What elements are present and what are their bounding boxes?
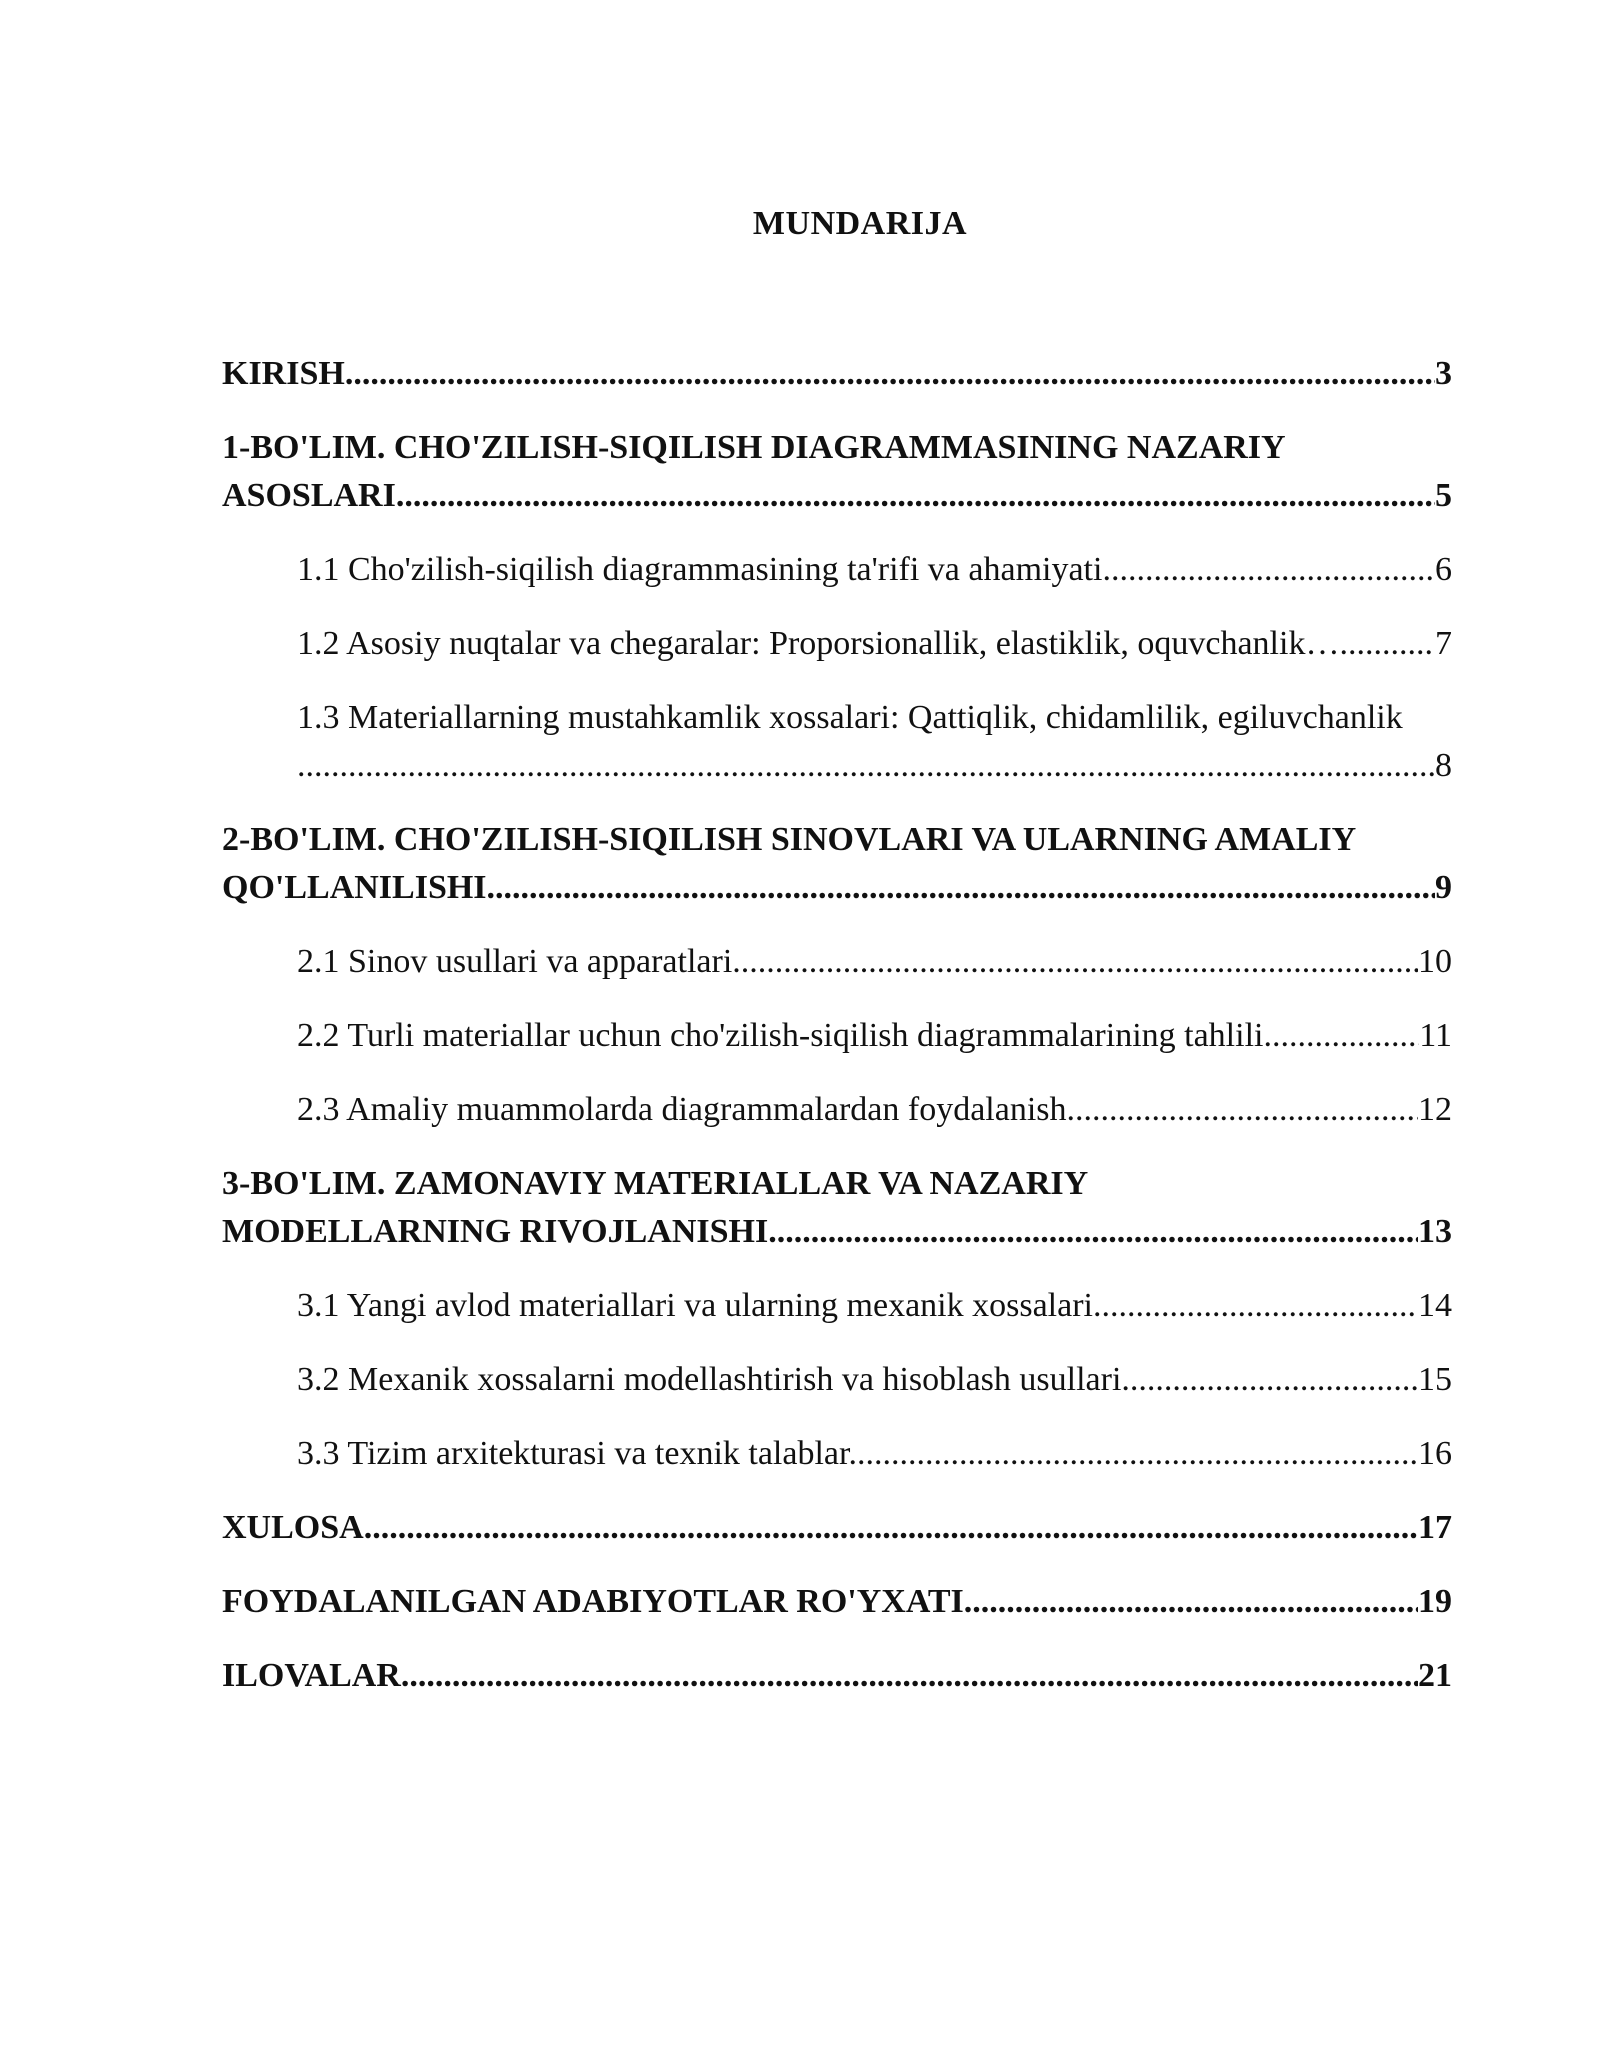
- toc-entry-leader: [297, 1430, 1418, 1478]
- toc-entry-leader: [222, 472, 1435, 520]
- toc-entry-leader: [297, 620, 1435, 668]
- toc-entry-row: [297, 1012, 1452, 1060]
- toc-page-number: 19: [1418, 1583, 1452, 1620]
- toc-page-number: 8: [1435, 747, 1452, 784]
- toc-entry-label: 3.1 Yangi avlod materiallari va ularning mexanik xossalari: [297, 1287, 1093, 1324]
- toc-entry-leader: [297, 1356, 1418, 1404]
- toc-entry-line: 2-BO'LIM. CHO'ZILISH-SIQILISH SINOVLARI VA ULARNING AMALIY: [222, 821, 1357, 858]
- toc-section-entry[interactable]: [222, 1504, 1452, 1552]
- toc-entry-row: [222, 1208, 1452, 1256]
- toc-section-entry[interactable]: [222, 1652, 1452, 1700]
- toc-section-entry[interactable]: [222, 1160, 1452, 1256]
- toc-entry-leader: [222, 1578, 1418, 1626]
- toc-page-number: 15: [1418, 1361, 1452, 1398]
- toc-gap: [222, 1626, 1452, 1652]
- toc-subsection-entry[interactable]: [222, 938, 1452, 986]
- toc-gap: [222, 1700, 1452, 1726]
- toc-page-number: 14: [1418, 1287, 1452, 1324]
- toc-entry-label: FOYDALANILGAN ADABIYOTLAR RO'YXATI: [222, 1583, 964, 1620]
- toc-entry-label: KIRISH: [222, 355, 345, 392]
- toc-entry-leader: [297, 1282, 1418, 1330]
- toc-subsection-entry[interactable]: [222, 694, 1452, 790]
- toc-gap: [222, 912, 1452, 938]
- toc-page-number: 11: [1419, 1017, 1452, 1054]
- toc-entry-label: 2.1 Sinov usullari va apparatlari: [297, 943, 733, 980]
- toc-gap: [222, 1330, 1452, 1356]
- toc-entry-label: MODELLARNING RIVOJLANISHI: [222, 1213, 769, 1250]
- toc-page-number: 13: [1418, 1213, 1452, 1250]
- toc-subsection-entry[interactable]: [222, 1012, 1452, 1060]
- toc-entry-leader: [297, 1012, 1419, 1060]
- toc-page-number: 21: [1418, 1657, 1452, 1694]
- toc-page-number: 12: [1418, 1091, 1452, 1128]
- toc-gap: [222, 1404, 1452, 1430]
- toc-page-number: 16: [1418, 1435, 1452, 1472]
- toc-gap: [222, 594, 1452, 620]
- toc-entry-label: XULOSA: [222, 1509, 364, 1546]
- toc-entry-row: [297, 1086, 1452, 1134]
- toc-entry-leader: [297, 742, 1435, 790]
- toc-entry-line: 1-BO'LIM. CHO'ZILISH-SIQILISH DIAGRAMMASINING NAZARIY: [222, 429, 1286, 466]
- toc-section-entry[interactable]: [222, 816, 1452, 912]
- toc-gap: [222, 1478, 1452, 1504]
- toc-subsection-entry[interactable]: [222, 1356, 1452, 1404]
- toc-entry-line: 1.3 Materiallarning mustahkamlik xossalari: Qattiqlik, chidamlilik, egiluvchanlik: [297, 699, 1403, 736]
- toc-entry-label: 2.2 Turli materiallar uchun cho'zilish-siqilish diagrammalarining tahlili: [297, 1017, 1264, 1054]
- toc-entry-leader: [222, 350, 1435, 398]
- toc-subsection-entry[interactable]: [222, 1282, 1452, 1330]
- toc-entry-leader: [297, 938, 1418, 986]
- toc-entry-leader: [222, 864, 1435, 912]
- toc-entry-leader: [222, 1208, 1418, 1256]
- toc-entry-row: [222, 472, 1452, 520]
- toc-title: MUNDARIJA: [752, 205, 968, 242]
- toc-entry-leader: [222, 1504, 1418, 1552]
- toc-entry-label: 2.3 Amaliy muammolarda diagrammalardan foydalanish: [297, 1091, 1067, 1128]
- toc-section-entry[interactable]: [222, 424, 1452, 520]
- toc-page-number: 10: [1418, 943, 1452, 980]
- toc-entry-row: [297, 620, 1452, 668]
- toc-page-number: 3: [1435, 355, 1452, 392]
- toc-entry-leader: [297, 546, 1435, 594]
- toc-gap: [222, 986, 1452, 1012]
- toc-entry-leader: [297, 1086, 1418, 1134]
- toc-entry-label: 3.3 Tizim arxitekturasi va texnik talablar: [297, 1435, 849, 1472]
- toc-entry-row: [297, 938, 1452, 986]
- toc-subsection-entry[interactable]: [222, 546, 1452, 594]
- table-of-contents: [222, 350, 1452, 1726]
- toc-entry-row: [297, 1356, 1452, 1404]
- toc-page-number: 5: [1435, 477, 1452, 514]
- toc-subsection-entry[interactable]: [222, 1086, 1452, 1134]
- toc-entry-line: 3-BO'LIM. ZAMONAVIY MATERIALLAR VA NAZARIY: [222, 1165, 1089, 1202]
- toc-gap: [222, 790, 1452, 816]
- toc-entry-label: 1.2 Asosiy nuqtalar va chegaralar: Proporsionallik, elastiklik, oquvchanlik…: [297, 625, 1340, 662]
- toc-gap: [222, 1552, 1452, 1578]
- toc-gap: [222, 1060, 1452, 1086]
- toc-entry-row: [297, 1430, 1452, 1478]
- toc-section-entry[interactable]: [222, 350, 1452, 398]
- toc-subsection-entry[interactable]: [222, 1430, 1452, 1478]
- toc-page-number: 6: [1435, 551, 1452, 588]
- toc-entry-row: [297, 1282, 1452, 1330]
- toc-page-number: 7: [1435, 625, 1452, 662]
- toc-entry-label: ASOSLARI: [222, 477, 396, 514]
- toc-entry-label: 1.1 Cho'zilish-siqilish diagrammasining ta'rifi va ahamiyati: [297, 551, 1103, 588]
- toc-gap: [222, 520, 1452, 546]
- toc-entry-row: [222, 864, 1452, 912]
- toc-page-number: 17: [1418, 1509, 1452, 1546]
- toc-entry-leader: [222, 1652, 1418, 1700]
- toc-gap: [222, 398, 1452, 424]
- toc-entry-row: [222, 1578, 1452, 1626]
- toc-entry-label: 3.2 Mexanik xossalarni modellashtirish va hisoblash usullari: [297, 1361, 1122, 1398]
- toc-entry-row: [297, 546, 1452, 594]
- toc-gap: [222, 1134, 1452, 1160]
- toc-entry-row: [222, 1504, 1452, 1552]
- toc-page-number: 9: [1435, 869, 1452, 906]
- toc-section-entry[interactable]: [222, 1578, 1452, 1626]
- toc-entry-label: QO'LLANILISHI: [222, 869, 487, 906]
- toc-entry-label: ILOVALAR: [222, 1657, 401, 1694]
- toc-gap: [222, 668, 1452, 694]
- toc-entry-row: [297, 742, 1452, 790]
- toc-subsection-entry[interactable]: [222, 620, 1452, 668]
- toc-entry-row: [222, 1652, 1452, 1700]
- toc-gap: [222, 1256, 1452, 1282]
- toc-entry-row: [222, 350, 1452, 398]
